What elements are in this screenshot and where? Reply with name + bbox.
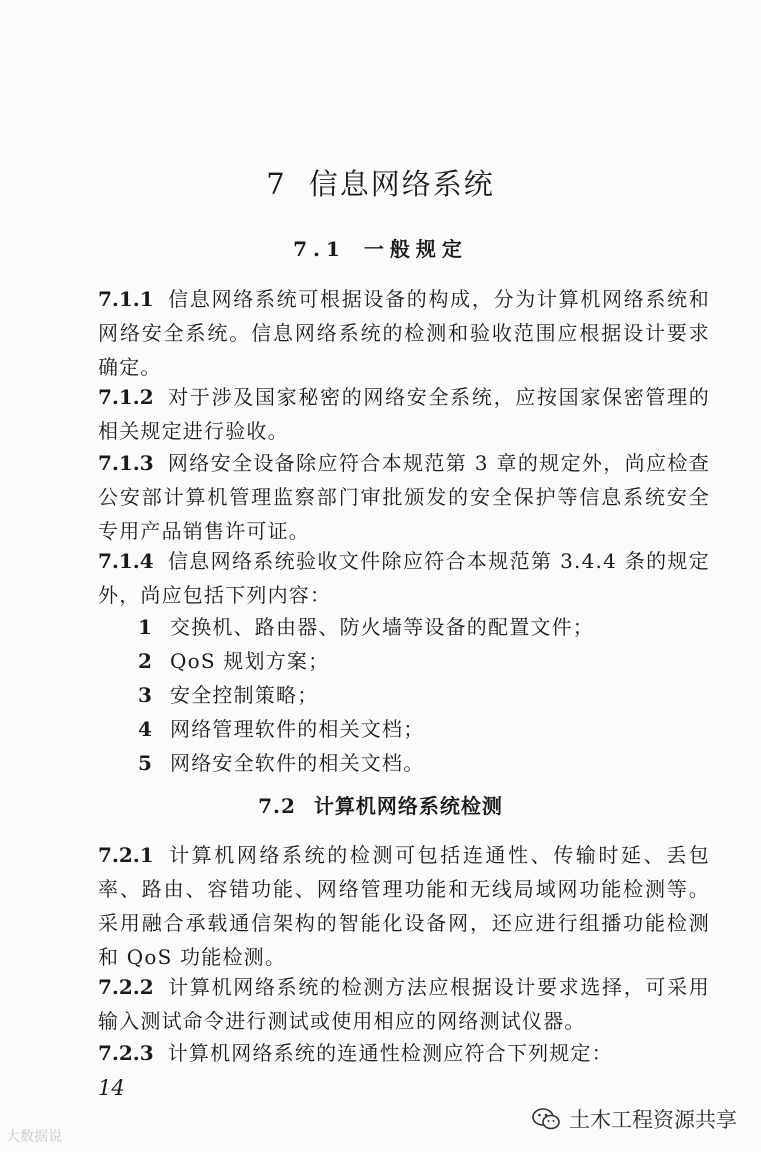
list-item-text: 交换机、路由器、防火墙等设备的配置文件； xyxy=(170,615,594,639)
list-item xyxy=(138,746,708,780)
list-item-number: 5 xyxy=(138,751,154,775)
clause-number: 7.2.2 xyxy=(98,975,154,999)
clause-text: 计算机网络系统的检测可包括连通性、传输时延、丢包率、路由、容错功能、网络管理功能和无线局域网功能检测等。采用融合承载通信架构的智能化设备网，还应进行组播功能检测和 QoS 功能检测。 xyxy=(98,843,710,969)
section-number: 7.2 xyxy=(258,794,296,818)
section-7-2-title xyxy=(0,790,761,819)
clause-text: 信息网络系统验收文件除应符合本规范第 3.4.4 条的规定外，尚应包括下列内容： xyxy=(98,549,710,607)
chapter-number: 7 xyxy=(266,167,287,201)
clause-text: 计算机网络系统的检测方法应根据设计要求选择，可采用输入测试命令进行测试或使用相应的网络测试仪器。 xyxy=(98,975,710,1033)
clause-number: 7.1.4 xyxy=(98,549,154,573)
watermark-bottom-left: 大数据说 xyxy=(6,1129,62,1145)
clause-text: 信息网络系统可根据设备的构成，分为计算机网络系统和网络安全系统。信息网络系统的检测和验收范围应根据设计要求确定。 xyxy=(98,287,710,379)
clause-text: 对于涉及国家秘密的网络安全系统，应按国家保密管理的相关规定进行验收。 xyxy=(98,385,710,443)
page-number: 14 xyxy=(98,1076,125,1100)
section-7-1-title xyxy=(0,233,761,262)
list-item-number: 4 xyxy=(138,717,154,741)
clause-7-1-1 xyxy=(98,282,710,384)
watermark-text: 土木工程资源共享 xyxy=(569,1108,737,1132)
clause-number: 7.2.3 xyxy=(98,1041,154,1065)
list-item xyxy=(138,644,708,678)
clause-7-2-1 xyxy=(98,838,710,974)
wechat-icon xyxy=(531,1106,561,1132)
clause-7-1-2 xyxy=(98,380,710,448)
section-title-text: 计算机网络系统检测 xyxy=(313,794,503,818)
clause-7-2-2 xyxy=(98,970,710,1038)
list-item-text: QoS 规划方案； xyxy=(170,649,330,673)
list-item-number: 1 xyxy=(138,615,154,639)
list-item-text: 网络安全软件的相关文档。 xyxy=(170,751,425,775)
list-item xyxy=(138,610,708,644)
clause-7-1-3 xyxy=(98,446,710,548)
clause-number: 7.1.2 xyxy=(98,385,154,409)
section-title-text: 一般规定 xyxy=(363,237,468,261)
list-item xyxy=(138,678,708,712)
watermark-wechat xyxy=(531,1104,737,1134)
list-item-text: 安全控制策略； xyxy=(170,683,319,707)
acceptance-documents-list xyxy=(138,610,708,780)
clause-7-2-3 xyxy=(98,1036,710,1070)
clause-text: 网络安全设备除应符合本规范第 3 章的规定外，尚应检查公安部计算机管理监察部门审批颁发的安全保护等信息系统安全专用产品销售许可证。 xyxy=(98,451,710,543)
clause-number: 7.1.1 xyxy=(98,287,154,311)
list-item-text: 网络管理软件的相关文档； xyxy=(170,717,425,741)
clause-number: 7.2.1 xyxy=(98,843,154,867)
list-item xyxy=(138,712,708,746)
chapter-title xyxy=(0,162,761,203)
list-item-number: 3 xyxy=(138,683,154,707)
chapter-title-text: 信息网络系统 xyxy=(308,167,495,201)
clause-text: 计算机网络系统的连通性检测应符合下列规定： xyxy=(167,1041,613,1065)
section-number: 7.1 xyxy=(293,237,346,261)
clause-7-1-4 xyxy=(98,544,710,612)
clause-number: 7.1.3 xyxy=(98,451,154,475)
list-item-number: 2 xyxy=(138,649,154,673)
